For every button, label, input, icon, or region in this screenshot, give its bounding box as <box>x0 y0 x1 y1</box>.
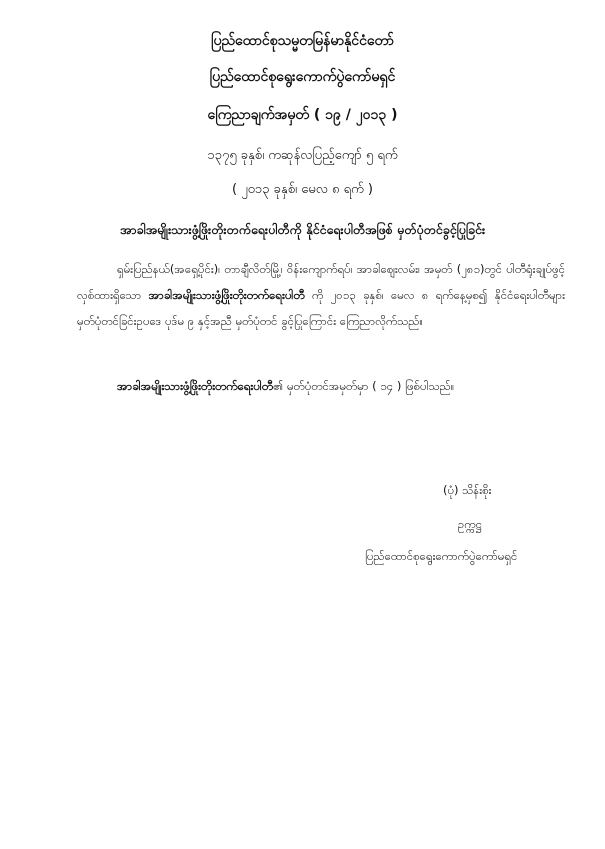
header-commission-title: ပြည်ထောင်စုရွေးကောက်ပွဲကော်မရှင် <box>209 69 396 85</box>
paragraph-1-part-2: ကို ၂၀၁၃ ခုနှစ်၊ မေလ ၈ ရက်နေ့မှစ၍ နိုင်ငံရေးပါတီများမှတ်ပုံတင်ခြင်းဥပဒေ ပုဒ်မ ၉ နှင့်အညီ မှတ်ပုံတင် ခွင့်ပြုကြောင်း ကြေညာလိုက်သည်။ <box>77 288 566 328</box>
announcement-number: ကြေညာချက်အမှတ် ( ၁၉ / ၂၀၁၃ ) <box>207 107 398 123</box>
announcement-subject: အာခါအမျိုးသားဖွံ့ဖြိုးတိုးတက်ရေးပါတီကို နိုင်ငံရေးပါတီအဖြစ် မှတ်ပုံတင်ခွင့်ပြုခြင်း <box>119 222 486 237</box>
signature-signed: (ပုံ) သိန်းစိုး <box>443 483 492 497</box>
signature-title: ဥက္ကဋ္ဌ <box>458 517 482 531</box>
myanmar-date: ၁၃၇၅ ခုနှစ်၊ ကဆုန်လပြည့်ကျော် ၅ ရက် <box>207 148 398 163</box>
paragraph-2 <box>77 373 565 399</box>
paragraph-2-rest: ၏ မှတ်ပုံတင်အမှတ်မှာ ( ၁၄ ) ဖြစ်ပါသည်။ <box>273 379 455 393</box>
header-country-title: ပြည်ထောင်စုသမ္မတမြန်မာနိုင်ငံတော် <box>211 33 394 49</box>
signature-organization: ပြည်ထောင်စုရွေးကောက်ပွဲကော်မရှင် <box>365 549 518 563</box>
paragraph-1-party-name: အာခါအမျိုးသားဖွံ့ဖြိုးတိုးတက်ရေးပါတီ <box>148 288 305 302</box>
paragraph-1-part-1: ရှမ်းပြည်နယ်(အရှေ့ပိုင်း)၊ တာချီလိတ်မြို့၊ ဝိန်းကျောက်ရပ်၊ အာခါဈေးလမ်း၊ အမှတ် (၂၈၁)တွင် ပါတီရုံးချုပ်ဖွင့်လှစ်ထားရှိသော <box>77 262 565 302</box>
gregorian-date: ( ၂၀၁၃ ခုနှစ်၊ မေလ ၈ ရက် ) <box>232 182 373 197</box>
paragraph-2-party-name: အာခါအမျိုးသားဖွံ့ဖြိုးတိုးတက်ရေးပါတီ <box>117 379 274 393</box>
paragraph-1 <box>77 256 565 334</box>
